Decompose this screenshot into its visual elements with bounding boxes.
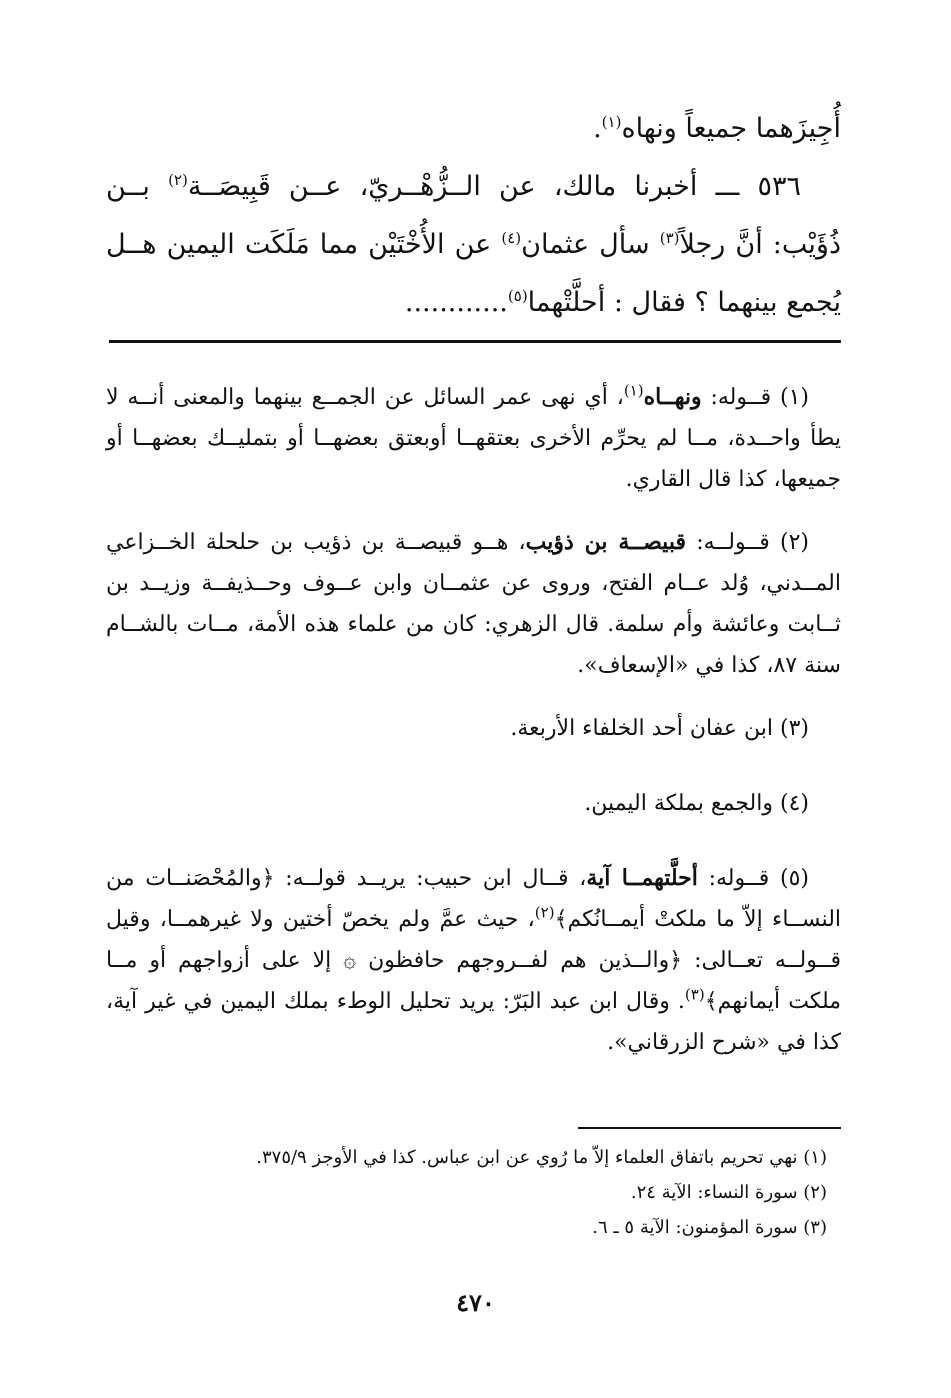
note-lead: قــوله: xyxy=(697,866,780,891)
footnote-text: سورة النساء: الآية ٢٤. xyxy=(630,1182,804,1203)
note-body: والجمع بملكة اليمين. xyxy=(584,791,780,816)
footnote-ref: (٣) xyxy=(659,229,680,247)
footnotes-section xyxy=(106,1140,841,1245)
hadith-number: ٥٣٦ ـــ xyxy=(715,171,801,202)
note-number: (٢) xyxy=(779,530,809,555)
main-divider xyxy=(109,340,841,343)
footnote-number: (١) xyxy=(803,1147,827,1168)
page-number: ٤٧٠ xyxy=(456,1288,495,1317)
commentary-note-1 xyxy=(106,377,841,500)
note-lead: قــوله: xyxy=(701,385,780,410)
commentary-note-3 xyxy=(106,708,841,749)
main-line-1-text: أُجِيزَهما جميعاً ونهاه xyxy=(621,113,841,144)
hadith-text-4: عن الأُخْتَيْن مما مَلَكَت اليمين هــل يُجمع بينهما ؟ فقال : أحلَّتْهما xyxy=(106,229,841,318)
footnote-3 xyxy=(106,1210,841,1245)
footnote-ref: (٥) xyxy=(507,287,528,305)
note-number: (٤) xyxy=(779,791,809,816)
note-body: ، قــال ابن حبيب: يريــد قولــه: ﴿والمُحْصَنــات من النســاء إلاّ ما ملكتْ أيمــانُكم﴾ xyxy=(106,866,842,932)
footnote-ref: (٣) xyxy=(684,985,705,1004)
note-lead: قــولــه: xyxy=(685,530,780,555)
footnote-ref: (١) xyxy=(601,113,622,131)
main-line-1-end: . xyxy=(593,113,602,144)
footnote-ref: (٢) xyxy=(168,171,188,189)
hadith-text-2: بــن ذُؤَيْب: أنَّ رجلاً xyxy=(106,171,841,260)
note-term: ونهــاه xyxy=(643,384,702,410)
commentary-note-2 xyxy=(106,522,841,686)
footnote-text: سورة المؤمنون: الآية ٥ ـ ٦. xyxy=(592,1217,804,1238)
commentary-note-4 xyxy=(106,783,841,824)
main-line-1 xyxy=(106,100,841,158)
footnote-number: (٢) xyxy=(803,1182,827,1203)
note-term: قبيصــة بن ذؤيب xyxy=(525,529,686,555)
note-number: (٣) xyxy=(779,716,809,741)
hadith-text-1: أخبرنا مالك، عن الــزُّهْــريّ، عــن قَبِيصَــة xyxy=(187,171,716,202)
footnote-divider xyxy=(578,1127,841,1129)
note-body: . وقال ابن عبد البَرّ: يريد تحليل الوطء بملك اليمين في غير آية، كذا في «شرح الزرقاني». xyxy=(106,989,841,1055)
note-body: ، حيث عمَّ ولم يخصّ أختين ولا غيرهمــا، وقيل قــولــه تعــالى: ﴿والــذين هم لفــروجهم حافظون ۞ إلا على أزواجهم أو مــا ملكت أيمانهم﴾ xyxy=(106,907,842,1014)
note-term: أحلَّتهمــا آية xyxy=(586,865,698,891)
footnote-ref: (٤) xyxy=(501,229,522,247)
commentary-note-5 xyxy=(106,858,841,1063)
footnote-text: نهي تحريم باتفاق العلماء إلاّ ما رُوي عن ابن عباس. كذا في الأوجز ٣٧٥/٩. xyxy=(256,1147,804,1168)
footnote-number: (٣) xyxy=(803,1217,827,1238)
footnote-2 xyxy=(106,1175,841,1210)
footnote-ref: (٢) xyxy=(534,903,555,922)
hadith-paragraph xyxy=(106,158,841,332)
note-body: ، هــو قبيصــة بن ذؤيب بن حلحلة الخــزاعي المــدني، وُلد عــام الفتح، وروى عن عثمــان وابن عــوف وحــذيفــة وزيــد بن ثــابت وعائشة وأم سلمة. قال الزهري: كان من علماء هذه الأمة، مــات بالشــام سنة ٨٧، كذا في «الإسعاف». xyxy=(106,530,841,678)
hadith-text-3: سأل عثمان xyxy=(521,229,660,260)
main-text xyxy=(106,100,841,332)
hadith-dots: ............ xyxy=(404,287,508,318)
note-number: (١) xyxy=(780,385,810,410)
footnote-1 xyxy=(106,1140,841,1175)
footnote-ref: (١) xyxy=(623,381,644,400)
note-number: (٥) xyxy=(779,866,809,891)
note-body: ، أي نهى عمر السائل عن الجمــع بينهما والمعنى أنــه لا يطأ واحــدة، مــا لم يحرِّم الأخرى بعتقهــا أوبعتق بعضهــا أو بتمليــك بعضهــا أو جميعها، كذا قال القاري. xyxy=(106,385,841,492)
commentary-section xyxy=(106,377,841,1085)
note-body: ابن عفان أحد الخلفاء الأربعة. xyxy=(510,716,780,741)
